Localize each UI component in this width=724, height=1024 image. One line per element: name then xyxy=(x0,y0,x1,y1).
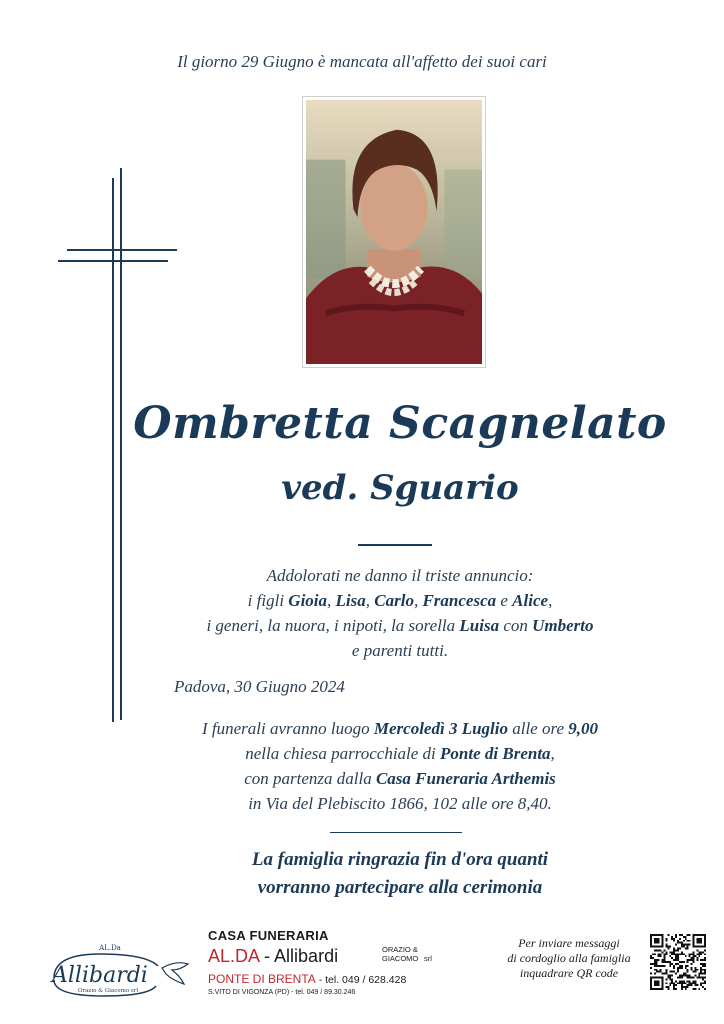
child-name: Alice xyxy=(512,591,549,610)
funeral-line-4: in Via del Plebiscito 1866, 102 alle ore 8,40. xyxy=(248,794,552,813)
funeral-line-2: nella chiesa parrocchiale di Ponte di Brenta, xyxy=(245,744,555,763)
child-name: Gioia xyxy=(288,591,328,610)
announce-line-2: i figli Gioia, Lisa, Carlo, Francesca e Alice, xyxy=(247,591,553,610)
thanks-message: La famiglia ringrazia fin d'ora quanti vorranno partecipare alla cerimonia xyxy=(251,849,549,898)
date-line: Padova, 30 Giugno 2024 xyxy=(174,677,345,696)
funeral-home-owners: ORAZIO & GIACOMO srl xyxy=(382,945,432,963)
child-name: Francesca xyxy=(422,591,497,610)
funeral-home-brand: AL.DA - Allibardi xyxy=(208,946,339,966)
divider-long xyxy=(330,832,462,833)
logo-main-text: Allibardi xyxy=(52,963,148,988)
announce-line-4: e parenti tutti. xyxy=(351,641,449,660)
logo-sub-text: Orazio & Giacomo srl xyxy=(78,988,139,994)
allibardi-logo xyxy=(44,940,194,1000)
announce-line-3: i generi, la nuora, i nipoti, la sorella Luisa con Umberto xyxy=(206,616,594,635)
announce-line-1: Addolorati ne danno il triste annuncio: xyxy=(266,566,534,585)
deceased-subtitle: ved. Sguario xyxy=(281,468,519,508)
cross-horizontal-line xyxy=(67,249,177,251)
divider-short xyxy=(358,544,432,546)
qr-instructions: Per inviare messaggi di cordoglio alla famiglia inquadrare QR code xyxy=(507,936,631,980)
funeral-details xyxy=(130,716,670,816)
dove-icon xyxy=(162,963,188,984)
portrait-photo xyxy=(302,96,486,368)
logo-small-text: AL.Da xyxy=(99,944,121,952)
child-name: Carlo xyxy=(374,591,414,610)
child-name: Lisa xyxy=(335,591,366,610)
funeral-home-branch: S.VITO DI VIGONZA (PD) - tel. 049 / 89.30.246 xyxy=(208,989,356,996)
funeral-line-3: con partenza dalla Casa Funeraria Arthemis xyxy=(244,769,556,788)
funeral-home-location: PONTE DI BRENTA - tel. 049 / 628.428 xyxy=(208,972,407,986)
funeral-line-1: I funerali avranno luogo Mercoledì 3 Luglio alle ore 9,00 xyxy=(201,719,599,738)
qr-code[interactable] xyxy=(650,934,706,990)
intro-text: Il giorno 29 Giugno è mancata all'affetto dei suoi cari xyxy=(177,52,547,71)
funeral-home-title: CASA FUNERARIA xyxy=(208,928,329,943)
partner-name: Umberto xyxy=(532,616,594,635)
deceased-name: Ombretta Scagnelato xyxy=(133,398,667,449)
announcement xyxy=(130,563,670,663)
sister-name: Luisa xyxy=(459,616,500,635)
cross-horizontal-line-2 xyxy=(58,260,168,262)
